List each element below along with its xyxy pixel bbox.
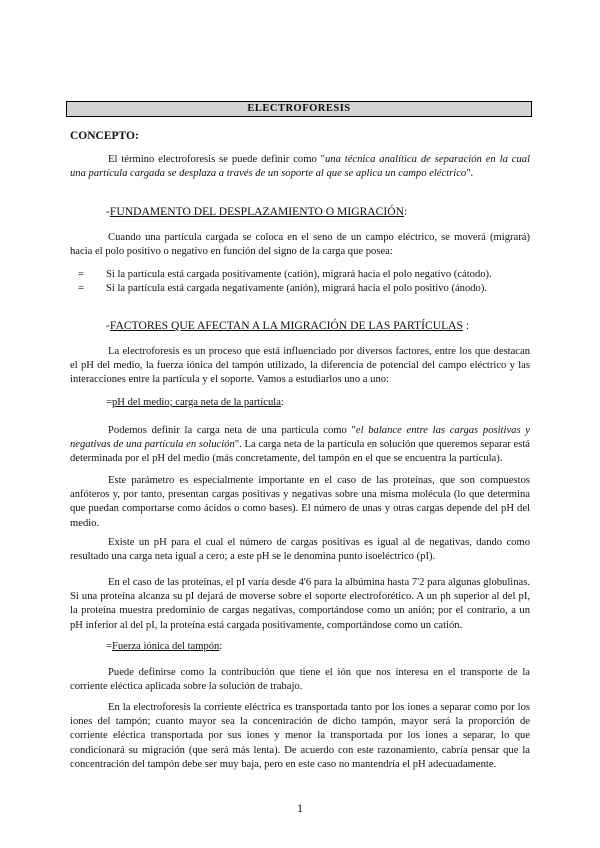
ph-paragraph-3: Existe un pH para el cual el número de cargas positivas es igual al de negativas, dando como resultado una carga neta igual a cero; a este pH se le denomina punto isoeléctrico (pI). — [70, 537, 530, 563]
factores-heading: -FACTORES QUE AFECTAN A LA MIGRACIÓN DE LAS PARTÍCULAS : — [106, 319, 470, 332]
bullet-item: = Si la partícula está cargada negativamente (anión), migrará hacia el polo positivo (ánodo). — [78, 283, 488, 294]
factores-paragraph: La electroforesis es un proceso que está influenciado por diversos factores, entre los que destacan el pH del medio, la fuerza iónica del tampón utilizado, la diferencia de potencial del campo eléctrico y las interacciones entre la partícula y el soporte. Vamos a estudiarlos uno a uno: — [70, 346, 530, 386]
concepto-label: CONCEPTO: — [70, 130, 139, 142]
ph-paragraph-2: Este parámetro es especialmente importante en el caso de las proteínas, que son compuestos anfóteros y, por tanto, presentan cargas positivas y negativas sobre una misma molécula (lo que determina que puedan comportarse como ácidos o como bases). El número de unas y otras cargas depende del pH del medio. — [70, 475, 530, 529]
fuerza-paragraph-2: En la electroforesis la corriente eléctrica es transportada tanto por los iones a separar como por los iones del tampón; cuanto mayor sea la concentración de dicho tampón, mayor será la proporción de corriente eléctica transportada por sus iones y menor la transportada por los iones a separar, lo que condicionará su migración (que será más lenta). De acuerdo con este razonamiento, cabría pensar que la concentración del tampón debe ser muy baja, pero en este caso no mantendría el pH adecuadamente. — [70, 702, 530, 770]
concepto-paragraph: El término electroforesis se puede definir como "una técnica analítica de separación en la cual una partícula cargada se desplaza a través de un soporte al que se aplica un campo eléctrico". — [70, 154, 531, 180]
page-number: 1 — [297, 801, 303, 815]
document-title: ELECTROFORESIS — [66, 101, 532, 117]
concepto-definition: una técnica analítica de separación en la cual una partícula cargada se desplaza a través de un soporte al que se aplica un campo eléctrico — [70, 154, 531, 180]
carga-neta-definition: el balance entre las cargas positivas y negativas de una partícula en solución — [70, 425, 530, 451]
fuerza-paragraph-1: Puede definirse como la contribución que tiene el ión que nos interesa en el transporte de la corriente eléctica aplicada sobre la solución de trabajo. — [70, 667, 530, 693]
bullet-item: = Si la partícula está cargada positivamente (catión), migrará hacia el polo negativo (cátodo). — [78, 269, 492, 280]
fundamento-heading: -FUNDAMENTO DEL DESPLAZAMIENTO O MIGRACIÓN: — [106, 205, 408, 218]
ph-paragraph-1: Podemos definir la carga neta de una partícula como "el balance entre las cargas positivas y negativas de una partícula en solución". La carga neta de la partícula en solución que queremos separar está determinada por el pH del medio (más concretamente, del tampón en el que se encuentra la partícula). — [70, 425, 530, 465]
ph-heading: =pH del medio; carga neta de la partícula: — [106, 397, 284, 408]
fuerza-heading: =Fuerza iónica del tampón: — [106, 641, 223, 652]
fundamento-paragraph: Cuando una partícula cargada se coloca en el seno de un campo eléctrico, se moverá (migrará) hacia el polo positivo o negativo en función del signo de la carga que posea: — [70, 232, 530, 258]
ph-paragraph-4: En el caso de las proteínas, el pI varía desde 4'6 para la albúmina hasta 7'2 para algunas globulinas. Si una proteína alcanza su pI dejará de moverse sobre el soporte electroforético. A un ph superior al del pI, la proteína muestra predominio de cargas negativas, comportándose como un anión; por el contrario, a un pH inferior al del pI, la proteína está cargada positivamente, comportándose como un catión. — [70, 577, 530, 631]
